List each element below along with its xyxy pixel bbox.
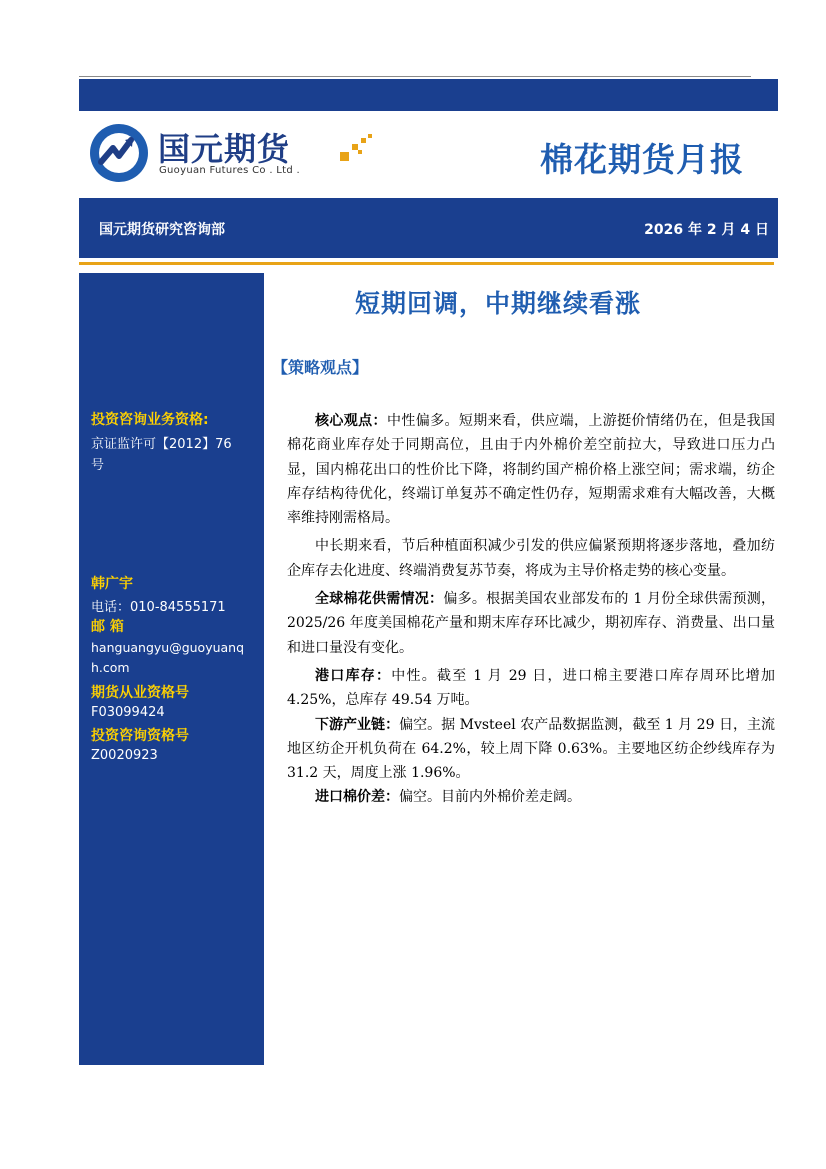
futures-cert-label: 期货从业资格号 xyxy=(91,685,189,701)
license-number-line1: 京证监许可【2012】76 xyxy=(91,437,232,452)
department-label: 国元期货研究咨询部 xyxy=(99,222,225,238)
report-date: 2026 年 2 月 4 日 xyxy=(644,222,769,238)
sidebar xyxy=(79,273,264,1065)
paragraph-label: 进口棉价差： xyxy=(315,789,399,806)
report-title: 棉花期货月报 xyxy=(540,140,744,179)
paragraph-label: 下游产业链： xyxy=(315,716,400,733)
email-line2[interactable]: h.com xyxy=(91,660,130,675)
analyst-phone: 电话：010-84555171 xyxy=(91,600,226,615)
top-rule xyxy=(79,76,751,77)
paragraph-text: 中性。截至 1 月 29 日，进口棉主要港口库存周环比增加 4.25%，总库存 49.54 万吨。 xyxy=(287,667,775,709)
email-line1[interactable]: hanguangyu@guoyuanq xyxy=(91,640,245,655)
paragraph-core-view xyxy=(287,409,775,530)
license-number-line2: 号 xyxy=(91,458,105,473)
company-name-cn: 国元期货 xyxy=(158,130,291,168)
paragraph-text: 中性偏多。短期来看，供应端，上游挺价情绪仍在，但是我国棉花商业库存处于同期高位，且由于内外棉价差空前拉大，导致进口压力凸显，国内棉花出口的性价比下降，将制约国产棉价格上涨空间；需求端，纺企库存结构待优化，终端订单复苏不确定性仍存，短期需求难有大幅改善，大概率维持刚需格局。 xyxy=(287,413,776,527)
gold-divider xyxy=(79,262,774,265)
paragraph-text: 偏空。据 Mvsteel 农产品数据监测，截至 1 月 29 日，主流地区纺企开机负荷在 64.2%，较上周下降 0.63%。主要地区纺企纱线库存为 31.2 天，周度上涨 1.96%。 xyxy=(287,716,775,782)
paragraph-label: 港口库存： xyxy=(315,667,392,684)
advisory-cert-number: Z0020923 xyxy=(91,748,158,763)
analyst-name: 韩广宇 xyxy=(91,576,133,592)
paragraph-price-spread xyxy=(287,785,775,809)
logo-mark-icon xyxy=(88,122,150,184)
futures-cert-number: F03099424 xyxy=(91,705,165,720)
paragraph-downstream xyxy=(287,713,775,786)
paragraph-label: 核心观点： xyxy=(315,413,387,429)
paragraph-text: 中长期来看，节后种植面积减少引发的供应偏紧预期将逐步落地，叠加纺企库存去化进度、终端消费复苏节奏，将成为主导价格走势的核心变量。 xyxy=(287,538,775,579)
section-title: 【策略观点】 xyxy=(272,358,369,377)
paragraph-global-supply xyxy=(287,587,775,660)
paragraph-port-inventory xyxy=(287,664,775,713)
paragraph-label: 全球棉花供需情况： xyxy=(315,591,444,608)
paragraph-long-term xyxy=(287,534,775,583)
gold-dots-icon xyxy=(328,130,388,170)
paragraph-text: 偏多。根据美国农业部发布的 1 月份全球供需预测，2025/26 年度美国棉花产量和期末库存环比减少，期初库存、消费量、出口量和进口量没有变化。 xyxy=(287,591,776,656)
info-bar xyxy=(79,198,778,258)
strategy-content xyxy=(287,409,775,810)
company-name-en: Guoyuan Futures Co . Ltd . xyxy=(159,165,300,176)
paragraph-text: 偏空。目前内外棉价差走阔。 xyxy=(399,789,581,806)
advisory-cert-label: 投资咨询资格号 xyxy=(91,728,189,744)
email-label: 邮 箱 xyxy=(91,619,124,635)
company-logo xyxy=(88,122,388,188)
article-headline: 短期回调，中期继续看涨 xyxy=(355,289,642,318)
top-banner xyxy=(79,79,778,111)
license-label: 投资咨询业务资格: xyxy=(91,412,209,428)
